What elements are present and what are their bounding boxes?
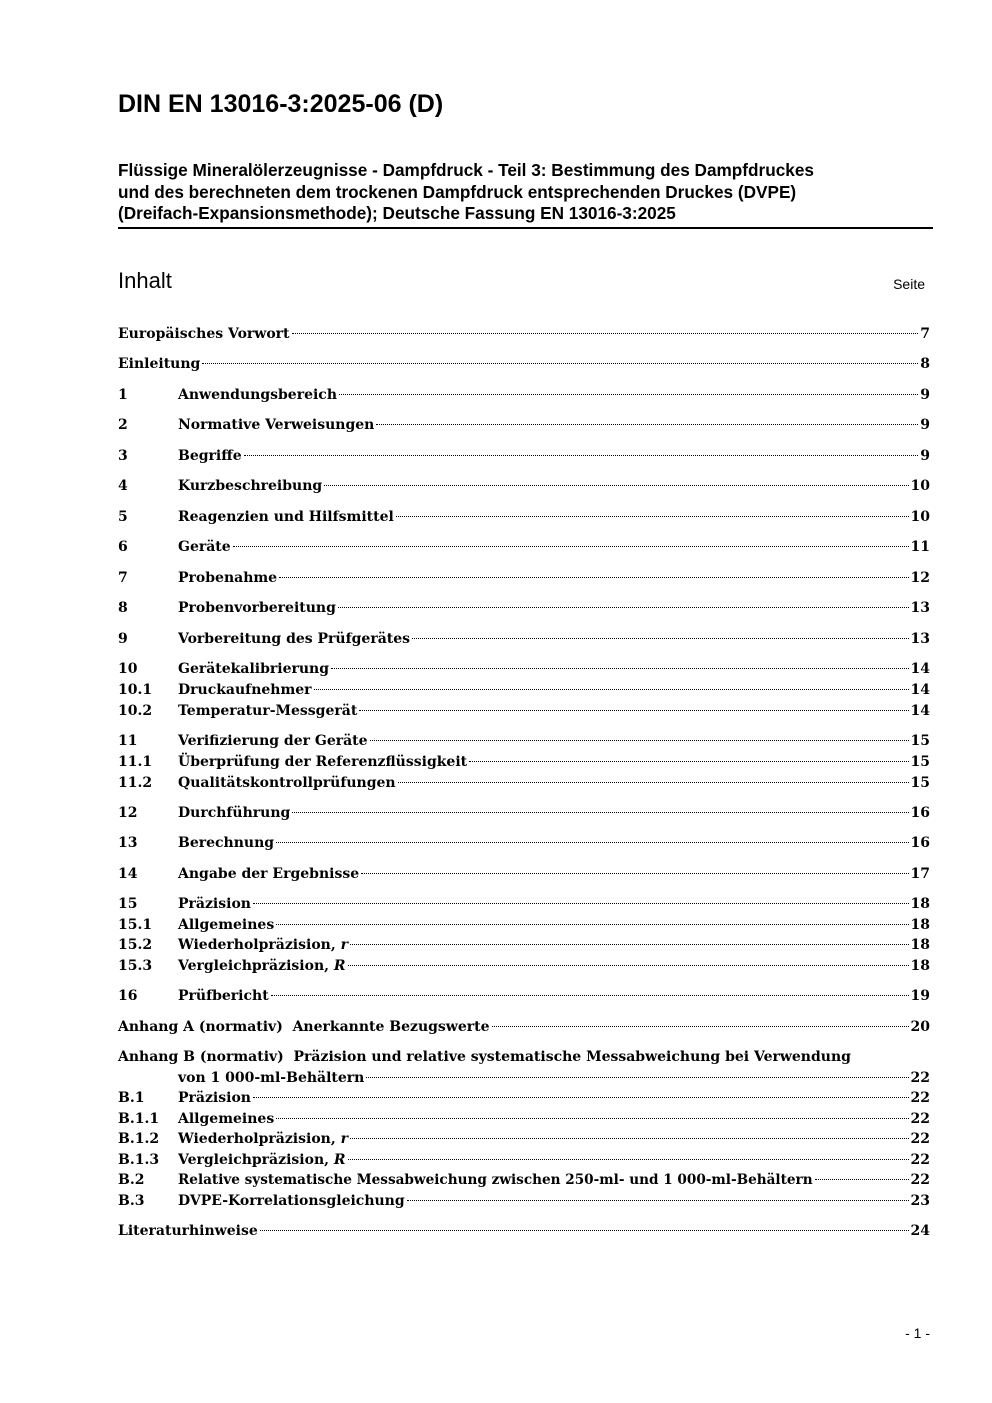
toc-entry-number: 11 (118, 733, 138, 749)
toc-entry-page: 12 (910, 570, 930, 586)
toc-entry-title: Anhang A (normativ) Anerkannte Bezugswerte (118, 1019, 490, 1035)
dot-leader (276, 924, 908, 925)
symbol-R: R (333, 958, 346, 974)
toc-entry-number: 1 (118, 387, 128, 403)
toc-entry-number: 8 (118, 600, 128, 616)
toc-entry-number: 11.2 (118, 775, 153, 791)
dot-leader (350, 1138, 909, 1139)
toc-entry-number: B.1.1 (118, 1111, 160, 1127)
toc-entry-page: 9 (920, 387, 930, 403)
toc-entry-13[interactable] (118, 833, 930, 854)
dot-leader (331, 668, 909, 669)
toc-entry-vorwort[interactable] (118, 324, 930, 345)
toc-entry-number: 15 (118, 896, 138, 912)
symbol-R: R (333, 1152, 346, 1168)
toc-entry-16[interactable] (118, 986, 930, 1007)
dot-leader (469, 761, 908, 762)
toc-entry-page: 17 (910, 866, 930, 882)
subtitle-line: und des berechneten dem trockenen Dampfdruck entsprechenden Druckes (DVPE) (118, 181, 797, 202)
toc-entry-title: Literaturhinweise (118, 1223, 258, 1239)
toc-entry-4[interactable] (118, 476, 930, 497)
toc-entry-title: Gerätekalibrierung (178, 661, 330, 677)
toc-entry-6[interactable] (118, 537, 930, 558)
toc-entry-einleitung[interactable] (118, 354, 930, 375)
dot-leader (350, 944, 909, 945)
toc-entry-12[interactable] (118, 803, 930, 824)
toc-entry-title: Druckaufnehmer (178, 682, 312, 698)
dot-leader (359, 710, 908, 711)
toc-entry-title: Präzision (178, 1090, 251, 1106)
toc-entry-b3[interactable] (118, 1191, 930, 1212)
toc-entry-title-continued: von 1 000-ml-Behältern (178, 1070, 365, 1086)
dot-leader (276, 1118, 908, 1119)
toc-entry-title (178, 956, 346, 977)
toc-entry-title: Durchführung (178, 805, 291, 821)
toc-entry-title-text: Wiederholpräzision, (178, 937, 341, 953)
dot-leader (324, 485, 908, 486)
table-of-contents (118, 0, 930, 1403)
toc-entry-b1[interactable] (118, 1088, 930, 1109)
toc-entry-15-2[interactable] (118, 935, 930, 956)
toc-entry-page: 10 (910, 478, 930, 494)
toc-entry-title (178, 1129, 348, 1150)
toc-entry-8[interactable] (118, 598, 930, 619)
toc-entry-b2[interactable] (118, 1170, 930, 1191)
toc-entry-number: 3 (118, 448, 128, 464)
toc-entry-title: Anwendungsbereich (178, 387, 337, 403)
toc-entry-number: 14 (118, 866, 138, 882)
subtitle-line: (Dreifach-Expansionsmethode); Deutsche Fassung EN 13016-3:2025 (118, 203, 676, 223)
toc-entry-page: 15 (910, 733, 930, 749)
toc-entry-number: 2 (118, 417, 128, 433)
toc-entry-page: 22 (910, 1131, 930, 1147)
toc-entry-number: 12 (118, 805, 138, 821)
toc-entry-page: 14 (910, 703, 930, 719)
dot-leader (244, 455, 919, 456)
toc-entry-page: 16 (910, 835, 930, 851)
toc-entry-anhang-b-line1[interactable] (118, 1047, 930, 1068)
toc-entry-title: Europäisches Vorwort (118, 326, 290, 342)
toc-entry-page: 15 (910, 775, 930, 791)
toc-entry-number: 15.1 (118, 917, 153, 933)
toc-entry-anhang-a[interactable] (118, 1017, 930, 1038)
toc-entry-7[interactable] (118, 568, 930, 589)
toc-entry-page: 15 (910, 754, 930, 770)
dot-leader (233, 546, 909, 547)
toc-entry-15-3[interactable] (118, 956, 930, 977)
document-title: DIN EN 13016-3:2025-06 (D) (118, 90, 444, 118)
toc-entry-page: 7 (920, 326, 930, 342)
toc-entry-page: 18 (910, 896, 930, 912)
toc-entry-title-text: Vergleichpräzision, (178, 1152, 334, 1168)
dot-leader (376, 424, 918, 425)
toc-entry-title: Relative systematische Messabweichung zwischen 250-ml- und 1 000-ml-Behältern (178, 1172, 813, 1188)
dot-leader (815, 1179, 909, 1180)
toc-entry-page: 22 (910, 1090, 930, 1106)
toc-entry-title: Überprüfung der Referenzflüssigkeit (178, 754, 468, 770)
subtitle-line: Flüssige Mineralölerzeugnisse - Dampfdruck - Teil 3: Bestimmung des Dampfdruckes (118, 160, 814, 180)
toc-entry-14[interactable] (118, 864, 930, 885)
dot-leader (398, 782, 909, 783)
toc-entry-page: 18 (910, 937, 930, 953)
dot-leader (407, 1200, 909, 1201)
dot-leader (366, 1077, 908, 1078)
toc-entry-literatur[interactable] (118, 1221, 930, 1242)
toc-entry-number: 13 (118, 835, 138, 851)
dot-leader (202, 363, 918, 364)
toc-entry-page: 22 (910, 1172, 930, 1188)
toc-entry-page: 14 (910, 661, 930, 677)
toc-entry-15-1[interactable] (118, 915, 930, 936)
symbol-r: r (340, 937, 348, 953)
toc-entry-page: 19 (910, 988, 930, 1004)
toc-entry-number: 10.2 (118, 703, 153, 719)
toc-entry-title: Qualitätskontrollprüfungen (178, 775, 396, 791)
dot-leader (279, 577, 908, 578)
toc-entry-title: Einleitung (118, 356, 201, 372)
toc-entry-number: 16 (118, 988, 138, 1004)
toc-entry-title: Präzision (178, 896, 251, 912)
toc-entry-b1-1[interactable] (118, 1109, 930, 1130)
toc-entry-page: 9 (920, 448, 930, 464)
toc-entry-title: Kurzbeschreibung (178, 478, 323, 494)
toc-entry-10[interactable] (118, 659, 930, 680)
dot-leader (339, 394, 918, 395)
toc-entry-title: Normative Verweisungen (178, 417, 375, 433)
toc-entry-page: 8 (920, 356, 930, 372)
toc-entry-title-text: Vergleichpräzision, (178, 958, 334, 974)
toc-entry-page: 13 (910, 631, 930, 647)
toc-entry-page: 18 (910, 958, 930, 974)
toc-entry-5[interactable] (118, 507, 930, 528)
toc-entry-number: 9 (118, 631, 128, 647)
toc-entry-number: B.1.3 (118, 1152, 160, 1168)
toc-entry-page: 13 (910, 600, 930, 616)
toc-entry-15[interactable] (118, 894, 930, 915)
toc-entry-title (178, 1150, 346, 1171)
toc-entry-page: 14 (910, 682, 930, 698)
symbol-r: r (340, 1131, 348, 1147)
dot-leader (348, 1159, 909, 1160)
toc-entry-title: Reagenzien und Hilfsmittel (178, 509, 394, 525)
dot-leader (348, 965, 909, 966)
toc-entry-page: 22 (910, 1070, 930, 1086)
toc-entry-number: B.2 (118, 1172, 145, 1188)
toc-entry-3[interactable] (118, 446, 930, 467)
toc-entry-title: Verifizierung der Geräte (178, 733, 368, 749)
toc-entry-title: Allgemeines (178, 917, 275, 933)
toc-entry-number: 15.3 (118, 958, 153, 974)
toc-entry-number: 4 (118, 478, 128, 494)
dot-leader (260, 1230, 909, 1231)
toc-entry-9[interactable] (118, 629, 930, 650)
toc-entry-title: Geräte (178, 539, 231, 555)
toc-entry-number: 10.1 (118, 682, 153, 698)
dot-leader (271, 995, 909, 996)
toc-entry-page: 23 (910, 1193, 930, 1209)
toc-entry-title: Berechnung (178, 835, 275, 851)
toc-entry-page: 22 (910, 1152, 930, 1168)
dot-leader (396, 516, 909, 517)
toc-entry-b1-3[interactable] (118, 1150, 930, 1171)
toc-entry-page: 24 (910, 1223, 930, 1239)
toc-entry-11[interactable] (118, 731, 930, 752)
toc-entry-page: 10 (910, 509, 930, 525)
page-column-label: Seite (893, 276, 925, 292)
toc-entry-number: 11.1 (118, 754, 153, 770)
toc-entry-1[interactable] (118, 385, 930, 406)
toc-heading: Inhalt (118, 268, 172, 293)
toc-entry-number: 6 (118, 539, 128, 555)
dot-leader (292, 812, 908, 813)
toc-entry-title: Begriffe (178, 448, 242, 464)
dot-leader (361, 873, 908, 874)
toc-entry-page: 22 (910, 1111, 930, 1127)
toc-entry-number: 7 (118, 570, 128, 586)
toc-entry-page: 9 (920, 417, 930, 433)
toc-entry-title: DVPE-Korrelationsgleichung (178, 1193, 405, 1209)
dot-leader (314, 689, 909, 690)
toc-entry-number: B.1 (118, 1090, 145, 1106)
toc-entry-11-1[interactable] (118, 752, 930, 773)
toc-entry-number: B.3 (118, 1193, 145, 1209)
toc-entry-title (178, 935, 348, 956)
toc-entry-title: Temperatur-Messgerät (178, 703, 358, 719)
toc-entry-b1-2[interactable] (118, 1129, 930, 1150)
dot-leader (292, 333, 919, 334)
toc-entry-anhang-b-line2[interactable] (118, 1068, 930, 1089)
toc-entry-10-1[interactable] (118, 680, 930, 701)
toc-entry-number: B.1.2 (118, 1131, 160, 1147)
toc-entry-page: 16 (910, 805, 930, 821)
toc-entry-number: 15.2 (118, 937, 153, 953)
toc-entry-number: 10 (118, 661, 138, 677)
toc-entry-10-2[interactable] (118, 701, 930, 722)
page-number-footer: - 1 - (905, 1325, 930, 1341)
toc-entry-title-text: Wiederholpräzision, (178, 1131, 341, 1147)
toc-entry-page: 20 (910, 1019, 930, 1035)
toc-entry-title: Vorbereitung des Prüfgerätes (178, 631, 411, 647)
toc-entry-page: 18 (910, 917, 930, 933)
toc-entry-title: Allgemeines (178, 1111, 275, 1127)
toc-entry-title: Anhang B (normativ) Präzision und relative systematische Messabweichung bei Verwendung (118, 1049, 851, 1065)
dot-leader (338, 607, 909, 608)
toc-entry-11-2[interactable] (118, 773, 930, 794)
toc-entry-page: 11 (910, 539, 930, 555)
toc-entry-title: Prüfbericht (178, 988, 269, 1004)
dot-leader (370, 740, 909, 741)
toc-entry-2[interactable] (118, 415, 930, 436)
toc-entry-title: Probenvorbereitung (178, 600, 336, 616)
dot-leader (412, 638, 908, 639)
dot-leader (276, 842, 908, 843)
toc-entry-title: Angabe der Ergebnisse (178, 866, 360, 882)
toc-entry-title: Probenahme (178, 570, 278, 586)
toc-entry-number: 5 (118, 509, 128, 525)
dot-leader (492, 1026, 909, 1027)
dot-leader (253, 1097, 909, 1098)
dot-leader (253, 903, 909, 904)
